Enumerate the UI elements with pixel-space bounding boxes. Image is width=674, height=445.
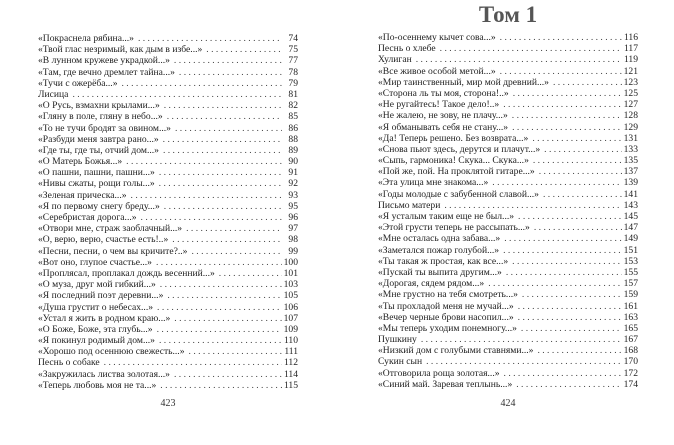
dot-leader	[492, 177, 621, 188]
dot-leader	[160, 380, 282, 391]
entry-title: Песнь о собаке	[38, 357, 100, 369]
entry-title: Песнь о хлебе	[378, 43, 436, 55]
dot-leader	[533, 155, 622, 166]
entry-title: «Годы молодые с забубенной славой...»	[378, 188, 539, 200]
entry-title: «Не ругайтесь! Такое дело!..»	[378, 99, 500, 111]
entry-title: «Пой же, пой. На проклятой гитаре...»	[378, 166, 535, 178]
entry-page-number: 98	[288, 234, 298, 246]
entry-page-number: 119	[623, 54, 638, 66]
entry-title: «Мне осталась одна забава...»	[378, 233, 501, 245]
toc-entry	[38, 55, 298, 66]
toc-entry	[378, 32, 638, 43]
toc-entry	[378, 256, 638, 267]
entry-page-number: 139	[623, 177, 638, 189]
entry-page-number: 141	[623, 188, 638, 200]
toc-entry	[378, 155, 638, 166]
entry-page-number: 145	[623, 211, 638, 222]
entry-title: «Я усталым таким еще не был...»	[378, 211, 515, 222]
entry-page-number: 157	[623, 278, 638, 290]
dot-leader	[504, 368, 622, 379]
toc-entry	[378, 345, 638, 356]
entry-page-number: 165	[623, 322, 638, 334]
dot-leader	[72, 89, 282, 100]
entry-title: «Отговорила роща золотая...»	[378, 367, 500, 379]
entry-page-number: 75	[288, 44, 298, 56]
entry-page-number: 86	[288, 122, 298, 134]
dot-leader	[512, 256, 621, 267]
toc-entry	[378, 133, 638, 144]
entry-page-number: 107	[283, 312, 298, 324]
toc-entry	[378, 54, 638, 65]
toc-entry	[38, 380, 298, 391]
dot-leader	[539, 166, 622, 177]
entry-page-number: 112	[283, 357, 298, 369]
toc-entry	[38, 257, 298, 268]
entry-title: «То не тучи бродят за овином...»	[38, 122, 171, 134]
entry-page-number: 74	[288, 33, 298, 44]
dot-leader	[157, 302, 282, 313]
toc-entry	[38, 134, 298, 145]
toc-entry	[378, 368, 638, 379]
toc-entry	[378, 110, 638, 121]
entry-page-number: 151	[623, 244, 638, 256]
entry-page-number: 153	[623, 255, 638, 267]
dot-leader	[500, 66, 622, 77]
dot-leader	[167, 290, 281, 301]
dot-leader	[122, 78, 283, 89]
dot-leader	[174, 313, 281, 324]
toc-entry	[378, 312, 638, 323]
toc-entry	[38, 279, 298, 290]
dot-leader	[189, 346, 282, 357]
toc-entry	[378, 200, 638, 211]
entry-page-number: 128	[623, 110, 638, 122]
entry-page-number: 97	[288, 223, 298, 235]
entry-title: «Не жалею, не зову, не плачу...»	[378, 110, 508, 122]
entry-page-number: 127	[623, 99, 638, 111]
entry-title: «Твой глас незримый, как дым в избе...»	[38, 44, 203, 56]
entry-title: «Серебристая дорога...»	[38, 212, 137, 223]
entry-title: «Разбуди меня завтра рано...»	[38, 133, 159, 145]
toc-entry	[38, 89, 298, 100]
page-number: 424	[500, 398, 516, 409]
toc-entry	[38, 268, 298, 279]
entry-page-number: 100	[283, 256, 298, 268]
entry-title: «Дорогая, сядем рядом...»	[378, 278, 485, 290]
dot-leader	[512, 122, 622, 133]
entry-page-number: 133	[623, 143, 638, 155]
entry-title: «Сыпь, гармоника! Скука... Скука...»	[378, 155, 529, 167]
entry-page-number: 78	[288, 66, 298, 78]
dot-leader	[440, 43, 622, 54]
dot-leader	[157, 324, 282, 335]
entry-page-number: 170	[623, 356, 638, 368]
dot-leader	[206, 44, 282, 55]
toc-entry	[38, 324, 298, 335]
toc-entry	[378, 289, 638, 300]
dot-leader	[500, 32, 622, 43]
entry-title: «Гляну в поле, гляну в небо...»	[38, 111, 163, 123]
dot-leader	[191, 246, 282, 257]
entry-page-number: 143	[623, 199, 638, 211]
toc-entry	[378, 267, 638, 278]
entry-page-number: 137	[623, 166, 638, 178]
entry-title: «О муза, друг мой гибкий...»	[38, 279, 156, 291]
toc-entry	[38, 123, 298, 134]
entry-title: «О, верю, верю, счастье есть!..»	[38, 234, 169, 246]
entry-title: «Закружилась листва золотая...»	[38, 368, 170, 380]
entry-title: «Ты такая ж простая, как все...»	[378, 255, 509, 267]
entry-page-number: 91	[288, 167, 298, 179]
left-page	[38, 0, 298, 445]
dot-leader	[164, 100, 282, 111]
dot-leader	[421, 334, 622, 345]
entry-title: «Пускай ты выпита другим...»	[378, 266, 502, 278]
entry-title: «Я покинул родимый дом...»	[38, 335, 155, 347]
entry-page-number: 163	[623, 311, 638, 323]
toc-entry	[378, 301, 638, 312]
entry-title: «В лунном кружеве украдкой...»	[38, 55, 170, 67]
dot-leader	[504, 233, 621, 244]
dot-leader	[518, 211, 622, 222]
entry-title: «Мы теперь уходим понемногу...»	[378, 322, 517, 334]
dot-leader	[512, 110, 622, 121]
toc-entry	[38, 234, 298, 245]
dot-leader	[172, 234, 282, 245]
dot-leader	[131, 190, 282, 201]
entry-title: «Зеленая прическа...»	[38, 189, 127, 201]
dot-leader	[186, 223, 282, 234]
dot-leader	[174, 369, 282, 380]
entry-page-number: 147	[623, 222, 638, 234]
entry-title: «По-осеннему кычет сова...»	[378, 32, 496, 43]
entry-title: «Душа грустит о небесах...»	[38, 301, 154, 313]
entry-title: «Песни, песни, о чем вы кричите?..»	[38, 245, 188, 257]
dot-leader	[163, 145, 282, 156]
entry-page-number: 92	[288, 178, 298, 190]
toc-entry	[378, 166, 638, 177]
toc-entry	[378, 144, 638, 155]
dot-leader	[167, 111, 282, 122]
entry-title: «О пашни, пашни, пашни...»	[38, 167, 155, 179]
toc-entry	[38, 178, 298, 189]
entry-title: «Тучи с ожерёба...»	[38, 77, 118, 89]
toc-list-right	[378, 32, 638, 390]
dot-leader	[159, 335, 282, 346]
toc-entry	[378, 88, 638, 99]
entry-page-number: 109	[283, 323, 298, 335]
toc-entry	[38, 223, 298, 234]
entry-title: «Где ты, где ты, отчий дом...»	[38, 144, 159, 156]
entry-page-number: 161	[623, 300, 638, 312]
toc-entry	[378, 99, 638, 110]
entry-page-number: 111	[284, 346, 298, 358]
page-number: 423	[160, 398, 176, 409]
dot-leader	[532, 133, 621, 144]
toc-entry	[38, 201, 298, 212]
entry-page-number: 174	[623, 378, 638, 390]
entry-title: «Ты прохладой меня не мучай...»	[378, 300, 514, 312]
entry-title: «Мне грустно на тебя смотреть...»	[378, 289, 518, 301]
entry-page-number: 155	[623, 266, 638, 278]
toc-entry	[38, 357, 298, 368]
dot-leader	[416, 54, 622, 65]
toc-entry	[38, 369, 298, 380]
entry-page-number: 125	[623, 87, 638, 99]
entry-page-number: 103	[283, 279, 298, 291]
entry-title: «Отвори мне, страж заоблачный...»	[38, 223, 183, 235]
entry-title: Пушкину	[378, 334, 417, 346]
entry-title: «Вот оно, глупое счастье...»	[38, 256, 152, 268]
dot-leader	[104, 357, 282, 368]
entry-title: «Я по первому снегу бреду...»	[38, 200, 160, 212]
entry-page-number: 115	[283, 379, 298, 391]
entry-title: «Мир таинственный, мир мой древний...»	[378, 76, 549, 88]
toc-entry	[38, 33, 298, 44]
dot-leader	[141, 212, 282, 223]
entry-title: «Вечер черные брови насопил...»	[378, 311, 514, 323]
dot-leader	[160, 279, 282, 290]
entry-page-number: 167	[623, 334, 638, 346]
entry-page-number: 89	[288, 144, 298, 156]
dot-leader	[219, 268, 282, 279]
dot-leader	[126, 156, 282, 167]
entry-title: «Там, где вечно дремлет тайна...»	[38, 66, 175, 78]
entry-page-number: 85	[288, 111, 298, 123]
dot-leader	[164, 201, 282, 212]
dot-leader	[503, 99, 621, 110]
dot-leader	[159, 178, 282, 189]
toc-entry	[378, 222, 638, 233]
toc-entry	[38, 67, 298, 78]
entry-title: «Теперь любовь моя не та...»	[38, 379, 157, 391]
dot-leader	[543, 189, 622, 200]
toc-entry	[378, 323, 638, 334]
entry-title: «Да! Теперь решено. Без возврата...»	[378, 132, 529, 144]
toc-entry	[38, 346, 298, 357]
entry-page-number: 123	[623, 76, 638, 88]
toc-entry	[378, 77, 638, 88]
dot-leader	[544, 144, 621, 155]
toc-entry	[378, 245, 638, 256]
toc-entry	[38, 212, 298, 223]
toc-entry	[38, 100, 298, 111]
entry-page-number: 168	[623, 345, 638, 357]
toc-entry	[378, 278, 638, 289]
entry-page-number: 159	[623, 289, 638, 301]
dot-leader	[537, 345, 621, 356]
entry-page-number: 106	[283, 301, 298, 313]
toc-entry	[378, 334, 638, 345]
entry-page-number: 121	[623, 65, 638, 77]
toc-entry	[378, 189, 638, 200]
toc-entry	[378, 233, 638, 244]
toc-entry	[38, 246, 298, 257]
entry-page-number: 116	[623, 32, 638, 43]
entry-page-number: 101	[283, 267, 298, 279]
dot-leader	[553, 77, 622, 88]
entry-page-number: 135	[623, 155, 638, 167]
entry-title: «Нивы сжаты, рощи голы...»	[38, 178, 155, 190]
dot-leader	[518, 312, 622, 323]
entry-title: Сукин сын	[378, 356, 423, 368]
entry-page-number: 117	[623, 43, 638, 55]
entry-page-number: 79	[288, 77, 298, 89]
toc-entry	[378, 43, 638, 54]
entry-page-number: 131	[623, 132, 638, 144]
entry-page-number: 77	[288, 55, 298, 67]
entry-page-number: 105	[283, 290, 298, 302]
entry-page-number: 81	[288, 88, 298, 100]
volume-title: Том 1	[478, 2, 538, 27]
entry-title: «Все живое особой метой...»	[378, 65, 496, 77]
toc-entry	[38, 313, 298, 324]
entry-title: Письмо матери	[378, 199, 441, 211]
dot-leader	[503, 245, 622, 256]
dot-leader	[159, 167, 282, 178]
entry-title: «О Матерь Божья...»	[38, 156, 123, 168]
dot-leader	[444, 200, 621, 211]
entry-title: «Снова пьют здесь, дерутся и плачут...»	[378, 143, 541, 155]
entry-page-number: 114	[283, 368, 298, 380]
entry-title: «Заметался пожар голубой...»	[378, 244, 500, 256]
toc-entry	[38, 335, 298, 346]
toc-entry	[38, 111, 298, 122]
toc-list-left	[38, 33, 298, 391]
entry-title: Лисица	[38, 88, 69, 100]
toc-entry	[378, 356, 638, 367]
entry-title: «Синий май. Заревая теплынь...»	[378, 378, 513, 390]
toc-entry	[378, 379, 638, 390]
toc-entry	[38, 44, 298, 55]
entry-title: «Сторона ль ты моя, сторона!..»	[378, 87, 509, 99]
entry-title: «Хорошо под осеннюю свежесть...»	[38, 346, 185, 358]
dot-leader	[516, 379, 621, 390]
right-page	[378, 0, 638, 445]
entry-title: «О Русь, взмахни крылами...»	[38, 100, 160, 112]
entry-page-number: 149	[623, 233, 638, 245]
toc-entry	[378, 66, 638, 77]
dot-leader	[488, 278, 621, 289]
toc-entry	[378, 177, 638, 188]
entry-title: «Я последний поэт деревни...»	[38, 290, 164, 302]
dot-leader	[513, 88, 622, 99]
dot-leader	[518, 301, 622, 312]
toc-entry	[38, 78, 298, 89]
dot-leader	[522, 289, 622, 300]
entry-page-number: 82	[288, 100, 298, 112]
entry-page-number: 96	[288, 212, 298, 223]
entry-page-number: 99	[288, 245, 298, 257]
entry-title: Хулиган	[378, 54, 412, 66]
dot-leader	[163, 134, 282, 145]
entry-title: «Проплясал, проплакал дождь весенний...»	[38, 267, 215, 279]
entry-title: «Покраснела рябина...»	[38, 33, 134, 44]
dot-leader	[521, 323, 622, 334]
dot-leader	[534, 222, 622, 233]
entry-page-number: 88	[288, 133, 298, 145]
entry-title: «Низкий дом с голубыми ставнями...»	[378, 345, 534, 357]
entry-title: «Этой грусти теперь не рассыпать...»	[378, 222, 530, 234]
dot-leader	[175, 123, 282, 134]
entry-title: «О Боже, Боже, эта глубь...»	[38, 323, 153, 335]
entry-title: «Устал я жить в родном краю...»	[38, 312, 171, 324]
entry-page-number: 93	[288, 189, 298, 201]
dot-leader	[174, 55, 282, 66]
toc-entry	[38, 156, 298, 167]
entry-page-number: 90	[288, 156, 298, 168]
toc-entry	[38, 167, 298, 178]
entry-page-number: 110	[283, 335, 298, 347]
toc-entry	[38, 290, 298, 301]
toc-entry	[38, 190, 298, 201]
toc-entry	[38, 302, 298, 313]
entry-page-number: 129	[623, 121, 638, 133]
dot-leader	[506, 267, 622, 278]
entry-page-number: 172	[623, 367, 638, 379]
entry-page-number: 95	[288, 200, 298, 212]
dot-leader	[179, 67, 282, 78]
toc-entry	[38, 145, 298, 156]
toc-entry	[378, 211, 638, 222]
dot-leader	[426, 356, 621, 367]
dot-leader	[156, 257, 282, 268]
entry-title: «Эта улица мне знакома...»	[378, 177, 489, 189]
entry-title: «Я обманывать себя не стану...»	[378, 121, 509, 133]
toc-entry	[378, 122, 638, 133]
dot-leader	[138, 33, 282, 44]
